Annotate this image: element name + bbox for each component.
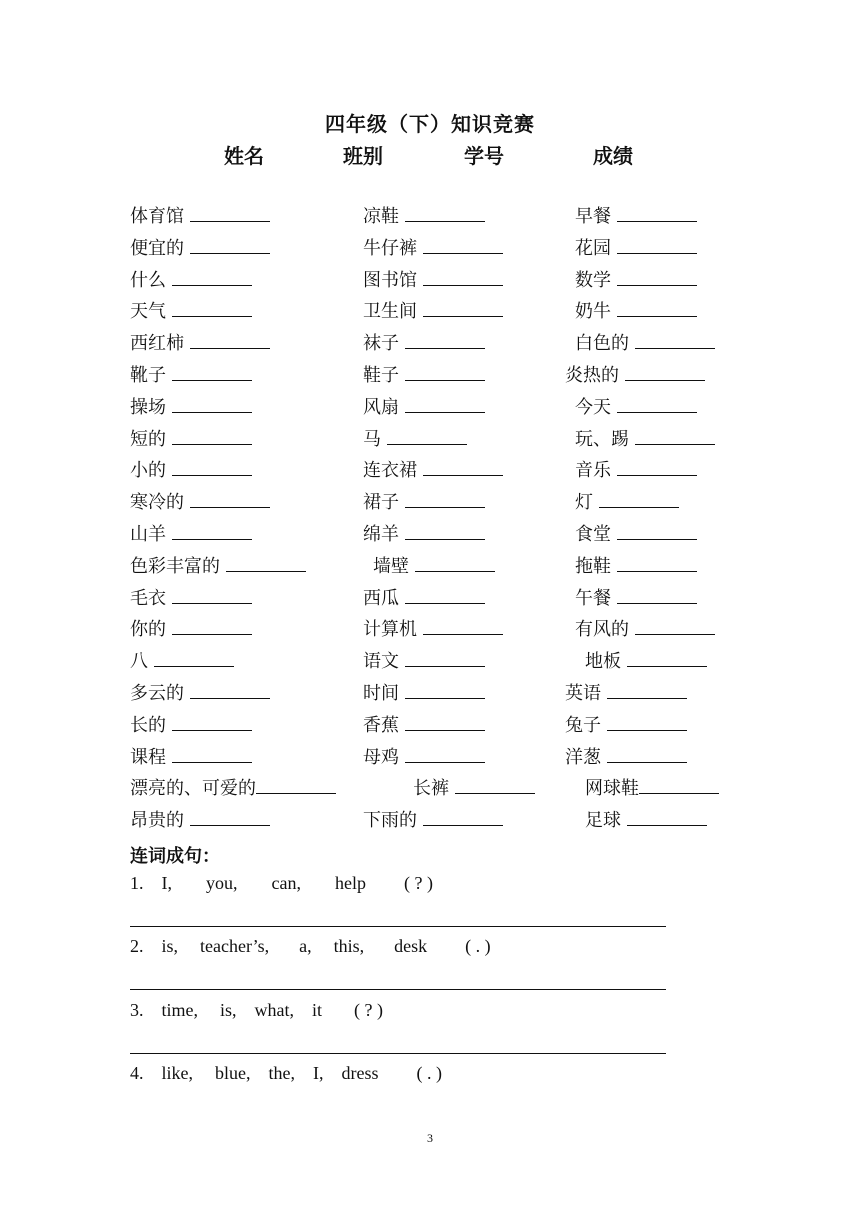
- vocab-item: [363, 235, 503, 262]
- vocab-word: 鞋子: [363, 365, 399, 386]
- vocab-word: 山羊: [130, 524, 166, 545]
- sentence-number: 1.: [130, 873, 144, 893]
- vocab-item: [130, 489, 270, 516]
- answer-blank[interactable]: [423, 807, 503, 826]
- vocab-word: 小的: [130, 460, 166, 482]
- sentence-word: this,: [333, 936, 365, 956]
- answer-blank[interactable]: [617, 585, 697, 604]
- vocab-row: [130, 616, 750, 646]
- answer-blank[interactable]: [405, 712, 485, 731]
- answer-blank[interactable]: [405, 648, 485, 667]
- vocab-item: [575, 489, 679, 516]
- answer-blank[interactable]: [627, 807, 707, 826]
- student-id-label: 学号: [464, 144, 504, 168]
- vocab-word: 靴子: [130, 365, 166, 386]
- vocab-word: 英语: [565, 683, 601, 704]
- vocab-word: 有风的: [575, 619, 629, 641]
- vocab-row: [130, 712, 750, 742]
- sentence-word: you,: [206, 873, 238, 893]
- sentence-punctuation: ( . ): [416, 1063, 442, 1083]
- vocab-row: [130, 807, 750, 837]
- sentence-number: 3.: [130, 1000, 144, 1020]
- vocab-item: [130, 267, 252, 294]
- vocab-item: [130, 394, 252, 421]
- vocab-word: 裙子: [363, 492, 399, 514]
- answer-blank[interactable]: [405, 203, 485, 222]
- vocab-word: 牛仔裤: [363, 237, 417, 259]
- vocab-item: [130, 457, 252, 484]
- vocab-item: [585, 648, 707, 675]
- answer-blank[interactable]: [423, 235, 503, 254]
- vocab-item: [363, 426, 467, 453]
- vocab-item: [575, 298, 697, 325]
- vocab-item: [585, 775, 719, 802]
- sentence-word: like,: [161, 1063, 193, 1083]
- answer-blank[interactable]: [405, 362, 485, 381]
- answer-blank[interactable]: [617, 298, 697, 317]
- answer-blank[interactable]: [617, 235, 697, 254]
- answer-blank[interactable]: [617, 553, 697, 572]
- answer-blank[interactable]: [172, 426, 252, 445]
- vocab-item: [575, 235, 697, 262]
- vocab-item: [130, 521, 252, 548]
- vocab-word: 洋葱: [565, 746, 601, 768]
- answer-blank[interactable]: [635, 330, 715, 349]
- vocab-item: [130, 712, 252, 739]
- vocab-word: 图书馆: [363, 269, 417, 291]
- answer-blank[interactable]: [617, 521, 697, 540]
- vocab-word: 母鸡: [363, 746, 399, 768]
- vocab-item: [363, 489, 485, 516]
- vocab-item: [130, 426, 252, 453]
- vocab-word: 卫生间: [363, 301, 417, 323]
- sentence-word: I,: [313, 1063, 324, 1083]
- vocab-word: 玩、踢: [575, 428, 629, 450]
- vocab-item: [130, 235, 270, 262]
- vocab-row: [130, 426, 750, 456]
- score-label: 成绩: [593, 144, 633, 168]
- answer-blank[interactable]: [455, 775, 535, 794]
- vocab-word: 香蕉: [363, 714, 399, 736]
- vocab-row: [130, 744, 750, 774]
- page-title: 四年级（下）知识竞赛: [325, 112, 535, 136]
- vocab-word: 兔子: [565, 714, 601, 736]
- vocab-item: [363, 330, 485, 357]
- vocab-word: 风扇: [363, 396, 399, 418]
- answer-blank[interactable]: [154, 648, 234, 667]
- vocab-word: 数学: [575, 269, 611, 291]
- vocab-word: 寒冷的: [130, 492, 184, 514]
- answer-blank[interactable]: [405, 330, 485, 349]
- vocab-item: [413, 775, 535, 802]
- vocab-row: [130, 680, 750, 710]
- vocab-row: [130, 489, 750, 519]
- vocab-word: 早餐: [575, 206, 611, 227]
- vocab-item: [363, 521, 485, 548]
- vocab-row: [130, 457, 750, 487]
- answer-blank[interactable]: [405, 521, 485, 540]
- vocab-word: 毛衣: [130, 587, 166, 609]
- vocab-item: [130, 298, 252, 325]
- vocab-word: 长裤: [413, 778, 449, 800]
- vocab-word: 午餐: [575, 587, 611, 609]
- answer-blank[interactable]: [635, 616, 715, 635]
- vocab-item: [363, 585, 485, 612]
- answer-blank[interactable]: [387, 426, 467, 445]
- sentence-word: it: [312, 1000, 323, 1020]
- vocab-item: [575, 330, 715, 357]
- answer-blank[interactable]: [190, 330, 270, 349]
- vocab-word: 色彩丰富的: [130, 555, 220, 577]
- answer-blank[interactable]: [172, 362, 252, 381]
- answer-blank[interactable]: [599, 489, 679, 508]
- vocab-item: [130, 362, 252, 389]
- sentence-word: is,: [220, 1000, 237, 1020]
- answer-blank[interactable]: [172, 457, 252, 476]
- vocab-word: 计算机: [363, 619, 417, 641]
- vocab-item: [130, 553, 306, 580]
- answer-blank[interactable]: [607, 712, 687, 731]
- vocab-word: 西红柿: [130, 333, 184, 355]
- vocab-word: 八: [130, 651, 148, 673]
- vocab-item: [130, 203, 270, 230]
- answer-blank[interactable]: [627, 648, 707, 667]
- vocab-item: [130, 680, 270, 707]
- vocab-word: 天气: [130, 301, 166, 323]
- vocab-item: [363, 362, 485, 389]
- vocab-word: 今天: [575, 396, 611, 418]
- vocab-word: 下雨的: [363, 810, 417, 832]
- vocab-word: 西瓜: [363, 587, 399, 609]
- vocab-word: 短的: [130, 428, 166, 450]
- vocab-item: [130, 648, 234, 675]
- vocab-word: 音乐: [575, 460, 611, 482]
- vocab-row: [130, 362, 750, 392]
- vocab-word: 足球: [585, 810, 621, 832]
- vocab-word: 操场: [130, 396, 166, 418]
- answer-line[interactable]: [130, 1053, 666, 1054]
- class-label: 班别: [343, 144, 383, 168]
- answer-blank[interactable]: [405, 394, 485, 413]
- vocab-item: [575, 521, 697, 548]
- sentence-word: time,: [161, 1000, 198, 1020]
- answer-blank[interactable]: [423, 616, 503, 635]
- vocab-item: [363, 616, 503, 643]
- vocab-row: [130, 521, 750, 551]
- vocab-word: 连衣裙: [363, 460, 417, 482]
- vocab-word: 拖鞋: [575, 555, 611, 577]
- answer-blank[interactable]: [172, 744, 252, 763]
- vocab-row: [130, 203, 750, 233]
- vocab-item: [363, 712, 485, 739]
- vocab-item: [363, 648, 485, 675]
- vocab-row: [130, 775, 750, 805]
- answer-blank[interactable]: [190, 680, 270, 699]
- vocab-word: 课程: [130, 746, 166, 768]
- sentence-word: desk: [394, 936, 428, 956]
- answer-blank[interactable]: [423, 298, 503, 317]
- sentence-item: [130, 1000, 383, 1021]
- answer-line[interactable]: [130, 989, 666, 990]
- vocab-word: 时间: [363, 683, 399, 704]
- answer-blank[interactable]: [172, 267, 252, 286]
- vocab-item: [575, 585, 697, 612]
- vocab-word: 漂亮的、可爱的: [130, 778, 256, 800]
- vocab-item: [363, 807, 503, 834]
- sentence-word: blue,: [215, 1063, 251, 1083]
- answer-blank[interactable]: [172, 712, 252, 731]
- sentence-number: 4.: [130, 1063, 144, 1083]
- vocab-item: [363, 680, 485, 707]
- vocab-word: 白色的: [575, 333, 629, 355]
- vocab-item: [585, 807, 707, 834]
- sentence-item: [130, 1063, 442, 1084]
- answer-blank[interactable]: [405, 744, 485, 763]
- vocab-item: [130, 616, 252, 643]
- answer-blank[interactable]: [607, 680, 687, 699]
- answer-blank[interactable]: [190, 235, 270, 254]
- vocab-word: 什么: [130, 269, 166, 291]
- answer-blank[interactable]: [172, 585, 252, 604]
- sentence-word: dress: [341, 1063, 379, 1083]
- name-label: 姓名: [224, 144, 264, 168]
- vocab-row: [130, 267, 750, 297]
- answer-blank[interactable]: [226, 553, 306, 572]
- sentence-punctuation: ( . ): [465, 936, 491, 956]
- vocab-item: [130, 775, 336, 802]
- sentence-word: what,: [254, 1000, 295, 1020]
- answer-blank[interactable]: [172, 298, 252, 317]
- vocab-item: [363, 267, 503, 294]
- vocab-item: [575, 553, 697, 580]
- answer-blank[interactable]: [617, 394, 697, 413]
- answer-blank[interactable]: [405, 680, 485, 699]
- vocab-row: [130, 585, 750, 615]
- vocab-word: 绵羊: [363, 524, 399, 545]
- sentence-word: I,: [161, 873, 172, 893]
- vocab-word: 体育馆: [130, 206, 184, 227]
- vocab-row: [130, 553, 750, 583]
- answer-blank[interactable]: [617, 457, 697, 476]
- answer-blank[interactable]: [635, 426, 715, 445]
- vocab-word: 你的: [130, 619, 166, 641]
- answer-blank[interactable]: [639, 775, 719, 794]
- page-number: 3: [427, 1131, 433, 1145]
- sentence-punctuation: ( ? ): [354, 1000, 384, 1020]
- vocab-item: [565, 362, 705, 389]
- vocab-item: [363, 203, 485, 230]
- sentence-word: the,: [268, 1063, 295, 1083]
- sentence-word: can,: [271, 873, 301, 893]
- vocab-word: 凉鞋: [363, 206, 399, 227]
- vocab-item: [575, 394, 697, 421]
- vocab-item: [575, 203, 697, 230]
- vocab-word: 昂贵的: [130, 810, 184, 832]
- vocab-word: 袜子: [363, 333, 399, 355]
- vocab-row: [130, 330, 750, 360]
- vocab-item: [363, 394, 485, 421]
- answer-blank[interactable]: [607, 744, 687, 763]
- vocab-word: 炎热的: [565, 365, 619, 386]
- vocab-item: [373, 553, 495, 580]
- vocab-item: [565, 712, 687, 739]
- vocab-item: [363, 298, 503, 325]
- vocab-word: 长的: [130, 714, 166, 736]
- vocab-row: [130, 298, 750, 328]
- vocab-word: 网球鞋: [585, 778, 639, 800]
- answer-blank[interactable]: [190, 203, 270, 222]
- vocab-item: [363, 744, 485, 771]
- vocab-word: 便宜的: [130, 237, 184, 259]
- vocab-word: 花园: [575, 237, 611, 259]
- vocab-row: [130, 235, 750, 265]
- vocab-item: [130, 807, 270, 834]
- answer-blank[interactable]: [190, 807, 270, 826]
- answer-blank[interactable]: [415, 553, 495, 572]
- answer-blank[interactable]: [405, 489, 485, 508]
- vocab-row: [130, 648, 750, 678]
- vocab-word: 多云的: [130, 683, 184, 704]
- sentence-item: [130, 873, 433, 894]
- vocab-word: 地板: [585, 651, 621, 673]
- vocab-item: [565, 680, 687, 707]
- answer-blank[interactable]: [172, 616, 252, 635]
- section-title: 连词成句：: [130, 846, 220, 867]
- answer-line[interactable]: [130, 926, 666, 927]
- sentence-word: a,: [299, 936, 312, 956]
- answer-blank[interactable]: [172, 521, 252, 540]
- sentence-word: is,: [161, 936, 179, 956]
- answer-blank[interactable]: [423, 267, 503, 286]
- answer-blank[interactable]: [172, 394, 252, 413]
- sentence-punctuation: ( ? ): [403, 873, 433, 893]
- answer-blank[interactable]: [190, 489, 270, 508]
- vocab-row: [130, 394, 750, 424]
- vocab-word: 灯: [575, 492, 593, 514]
- sentence-item: [130, 936, 491, 957]
- vocab-word: 墙壁: [373, 555, 409, 577]
- vocab-word: 马: [363, 428, 381, 450]
- answer-blank[interactable]: [617, 267, 697, 286]
- vocab-item: [575, 426, 715, 453]
- vocab-item: [575, 457, 697, 484]
- answer-blank[interactable]: [423, 457, 503, 476]
- answer-blank[interactable]: [405, 585, 485, 604]
- vocab-word: 语文: [363, 651, 399, 673]
- sentence-word: teacher’s,: [200, 936, 270, 956]
- vocab-word: 奶牛: [575, 301, 611, 323]
- answer-blank[interactable]: [256, 775, 336, 794]
- vocab-word: 食堂: [575, 524, 611, 545]
- vocab-item: [130, 585, 252, 612]
- answer-blank[interactable]: [617, 203, 697, 222]
- vocab-item: [130, 744, 252, 771]
- vocab-item: [575, 267, 697, 294]
- sentence-word: help: [334, 873, 366, 893]
- vocab-item: [575, 616, 715, 643]
- vocab-item: [363, 457, 503, 484]
- sentence-number: 2.: [130, 936, 144, 956]
- vocab-item: [565, 744, 687, 771]
- vocab-item: [130, 330, 270, 357]
- answer-blank[interactable]: [625, 362, 705, 381]
